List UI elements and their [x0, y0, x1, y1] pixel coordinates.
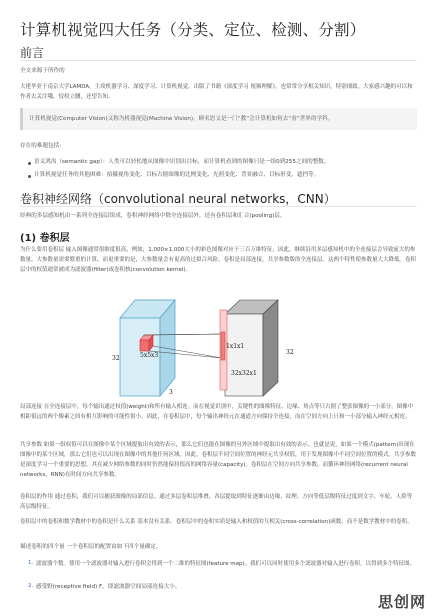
bullet-dot	[28, 162, 31, 165]
definition-quote	[20, 108, 417, 130]
source-text: 全文来源于所作的	[20, 68, 65, 74]
output-unit-label: 1x1x1	[226, 343, 245, 350]
list-number: 1.	[28, 560, 34, 566]
conv-paragraph: 为什么要用卷积层 输入图像通常很维度很高，例如，1,000×1,000大小的彩色图像对应于三百万维特征，因此，继续沿用多层感知机中的全连接层会导致庞大的参数量。大参数量需要繁重的计算，而更重要的是，大参数量会有更高的过拟合风险。卷积是局部连接，共享参数版的全连接层。这两个特性使参数量大大降低。卷积层中的权值通常被成为滤波器(filter)或卷积核(convolution kernel)。	[20, 247, 417, 273]
section-heading-preface: 前言	[20, 46, 45, 60]
source-line	[20, 66, 417, 76]
conv-vs-math-paragraph: 卷积层中的卷积和数学教材中的卷积是什么关系 基本没有关系。卷积层中的卷积实质是输入和权值的互相关(cross-correlation)函数，而不是数学教材中的卷积。	[20, 519, 413, 525]
section-heading-cnn: 卷积神经网络（convolutional neural networks，CNN）	[20, 192, 336, 206]
local-connection-paragraph: 局部连接 在全连接层中，每个输出通过权值(weight)和所有输入相连。而在视觉识别中，关键性的图像特征、边缘、角点等只占据了整张图像的一小部分，图像中相距很远的两个像素之间有相互影响的可能性很小。因此，在卷积层中，每个输出神经元在通道方向保持全连接，而在空间方向上只和一小部分输入神经元相连。	[20, 404, 414, 420]
brand-logo: 思创网	[377, 593, 426, 611]
problems-intro: 存在的难题包括：	[20, 143, 65, 149]
quantity-item: 感受野(receptive field) F，即滤波器空间局部连接大小。	[36, 584, 181, 590]
quantity-item: 滤波器个数。使用一个滤波器对输入进行卷积会得到一个二维的特征图(feature map)。我们可以同时使用多个滤波器对输入进行卷积，以得到多个特征图。	[36, 561, 416, 567]
output-unit	[221, 332, 225, 360]
cnn-intro: 经典的多层感知机由一系列全连接层组成，卷积神经网络中除全连接层外，还有卷积层和汇合(pooling)层。	[20, 213, 286, 219]
output-height-label: 32	[286, 349, 294, 356]
conv-role-paragraph: 卷积层的作用 通过卷积，我们可以捕获图像的局部信息。通过多层卷积层堆叠，各层提取到特征逐渐由边缘、纹理、方向等低层级特征过度到文字、车轮、人脸等高层级特征。	[20, 494, 413, 510]
input-depth-label: 3	[169, 389, 173, 396]
heading-divider	[20, 206, 417, 207]
page-title: 计算机视觉四大任务（分类、定位、检测、分割）	[20, 21, 366, 39]
output-volume-side	[263, 300, 278, 396]
bullet-dot	[28, 175, 31, 178]
intro-paragraph: 大佬毕业于南京大学LAMDA，主攻机器学习、深度学习、计算机视觉。出版了书籍《深度学习 视频理解》，也常常分享相关知识，特别细致。大家感兴趣的可以和作者去关注哦，侵权立删，还望告知。	[20, 84, 413, 100]
problem-item: 语义鸿沟（semantic gap）：人类可以轻松地从图像中识别出目标，而计算机看到的图像只是一组0到255之间的整数。	[34, 159, 330, 165]
shared-params-paragraph: 共享参数 如果一组权值可以在图像中某个区域提取出有效的表示，那么它们也能在图像的另外区域中提取出有效的表示。也就是说，如果一个模式(pattern)出现在图像中的某个区域，那么它们也可以出现在图像中的其他任何区域。因此，卷积层不同空间位置的神经元共享权值，用于发现图像中不同空间位置的模式。共享参数是深度学习一个重要的思想，其在减少网络参数的同时仍然能保持很高的网络容量(capacity)。卷积层在空间方向共享参数，而循环神经网络(recurrent neural networks，RNN)在时间方向共享参数。	[20, 442, 417, 478]
convolution-figure	[100, 296, 310, 400]
output-volume-front	[225, 314, 263, 396]
problem-item: 计算机视觉任务的其他困难：拍摄视角变化、目标占据图像的比例变化、光照变化、背景融合、目标形变、遮挡等。	[34, 172, 320, 178]
quote-text: 计算机视觉(Computer Vision)又称为机器视觉(Machine Vision)，顾名思义是一门“教”会计算机如何去“看”世界的学科。	[29, 116, 334, 122]
list-number: 2.	[28, 583, 34, 589]
kernel-front	[140, 340, 149, 351]
input-height-label: 32	[112, 355, 120, 362]
subsection-heading-conv: (1) 卷积层	[20, 233, 70, 244]
kernel-size-label: 5x5x3	[140, 352, 159, 359]
output-size-label: 32x32x1	[231, 370, 257, 377]
four-quantities-intro: 描述卷积的四个量 一个卷积层的配置由如下四个量确定。	[20, 544, 162, 550]
heading-divider	[20, 60, 417, 61]
